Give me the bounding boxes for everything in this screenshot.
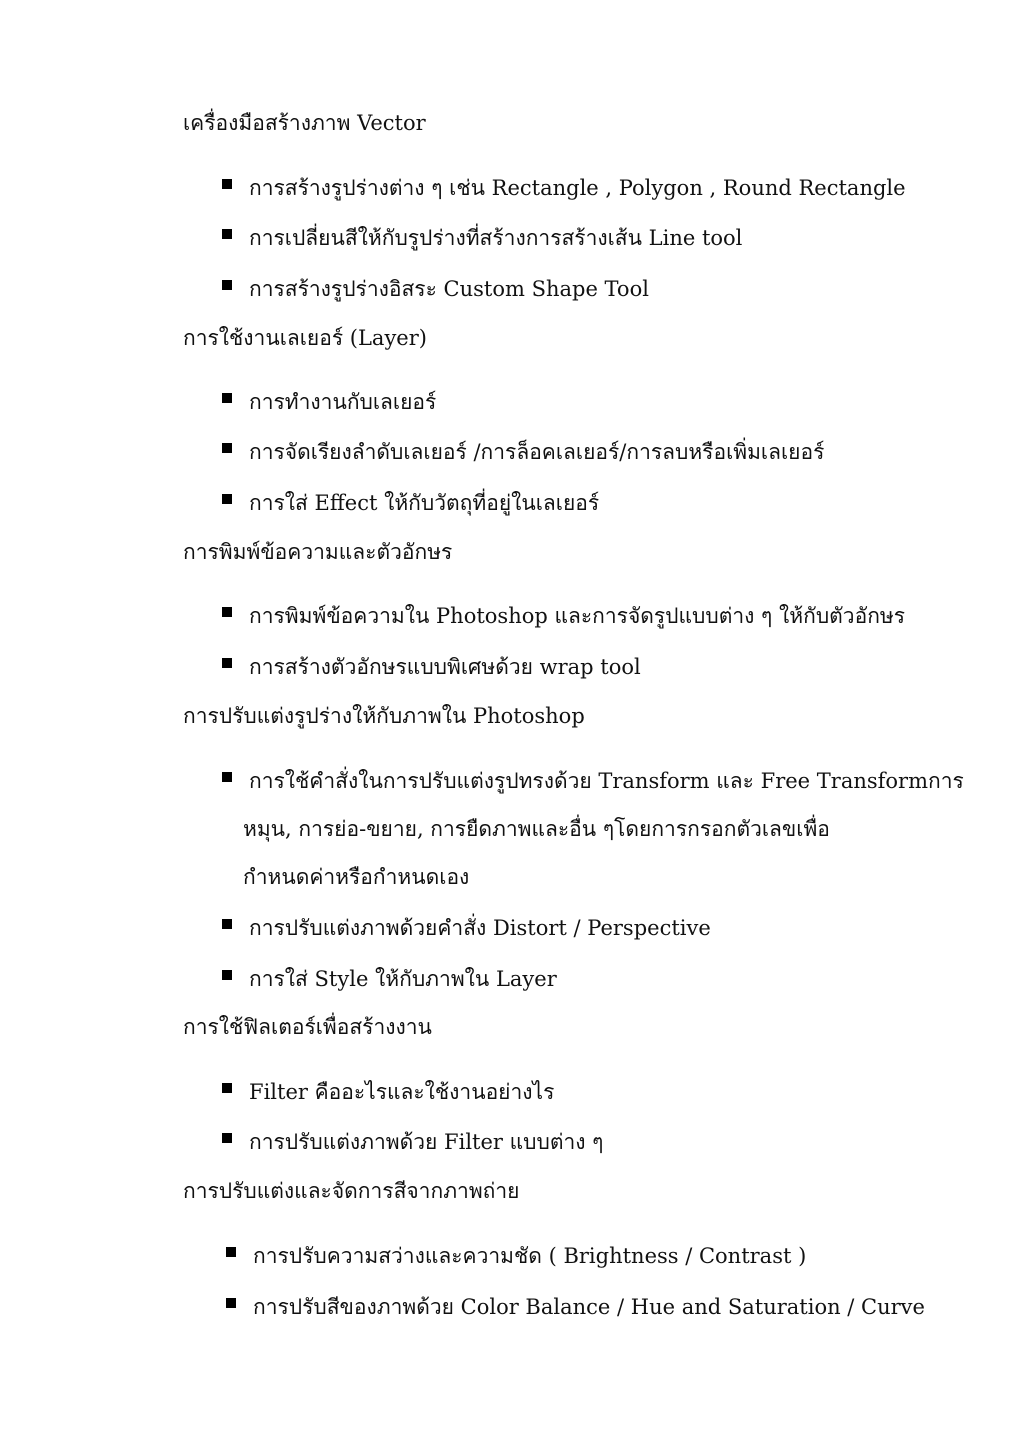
square-bullet-icon bbox=[226, 1298, 236, 1308]
list-item-text: การสร้างรูปร่างอิสระ Custom Shape Tool bbox=[249, 277, 649, 301]
square-bullet-icon bbox=[222, 970, 232, 980]
list-item-text: การปรับแต่งภาพด้วย Filter แบบต่าง ๆ bbox=[249, 1130, 604, 1154]
list-item-continuation: กำหนดค่าหรือกำหนดเอง bbox=[243, 865, 470, 889]
list-item-text: การใส่ Style ให้กับภาพใน Layer bbox=[249, 967, 557, 991]
square-bullet-icon bbox=[222, 772, 232, 782]
square-bullet-icon bbox=[226, 1247, 236, 1257]
square-bullet-icon bbox=[222, 1133, 232, 1143]
list-item bbox=[226, 1241, 806, 1271]
list-item bbox=[222, 766, 964, 796]
square-bullet-icon bbox=[222, 393, 232, 403]
square-bullet-icon bbox=[222, 280, 232, 290]
square-bullet-icon bbox=[222, 607, 232, 617]
list-item-text: การจัดเรียงลำดับเลเยอร์ /การล็อคเลเยอร์/การลบหรือเพิ่มเลเยอร์ bbox=[249, 440, 825, 464]
square-bullet-icon bbox=[222, 443, 232, 453]
list-item bbox=[226, 1292, 925, 1322]
list-item-text: การปรับความสว่างและความชัด ( Brightness / Contrast ) bbox=[253, 1244, 807, 1268]
square-bullet-icon bbox=[222, 179, 232, 189]
list-item bbox=[222, 601, 905, 631]
square-bullet-icon bbox=[222, 494, 232, 504]
list-item-text: การใส่ Effect ให้กับวัตถุที่อยู่ในเลเยอร์ bbox=[249, 491, 600, 515]
square-bullet-icon bbox=[222, 229, 232, 239]
list-item-text: การปรับสีของภาพด้วย Color Balance / Hue and Saturation / Curve bbox=[253, 1295, 925, 1319]
list-item-text: การปรับแต่งภาพด้วยคำสั่ง Distort / Perspective bbox=[249, 916, 711, 940]
list-item bbox=[222, 913, 711, 943]
list-item-text: การสร้างตัวอักษรแบบพิเศษด้วย wrap tool bbox=[249, 655, 641, 679]
list-item bbox=[222, 652, 641, 682]
section-heading-layers: การใช้งานเลเยอร์ (Layer) bbox=[183, 326, 427, 350]
list-item-text: การพิมพ์ข้อความใน Photoshop และการจัดรูปแบบต่าง ๆ ให้กับตัวอักษร bbox=[249, 604, 906, 628]
list-item bbox=[222, 1077, 554, 1107]
section-heading-color-adjust: การปรับแต่งและจัดการสีจากภาพถ่าย bbox=[183, 1179, 520, 1203]
section-heading-filters: การใช้ฟิลเตอร์เพื่อสร้างงาน bbox=[183, 1015, 432, 1039]
list-item-continuation: หมุน, การย่อ-ขยาย, การยืดภาพและอื่น ๆโดยการกรอกตัวเลขเพื่อ bbox=[243, 817, 830, 841]
section-heading-text-typing: การพิมพ์ข้อความและตัวอักษร bbox=[183, 540, 453, 564]
section-heading-vector-tools: เครื่องมือสร้างภาพ Vector bbox=[183, 111, 426, 135]
list-item bbox=[222, 488, 599, 518]
list-item bbox=[222, 274, 649, 304]
list-item bbox=[222, 223, 742, 253]
list-item bbox=[222, 1127, 603, 1157]
square-bullet-icon bbox=[222, 658, 232, 668]
list-item-text: การใช้คำสั่งในการปรับแต่งรูปทรงด้วย Transform และ Free Transformการ bbox=[249, 769, 964, 793]
list-item bbox=[222, 964, 557, 994]
section-heading-transform: การปรับแต่งรูปร่างให้กับภาพใน Photoshop bbox=[183, 704, 585, 728]
list-item bbox=[222, 437, 824, 467]
square-bullet-icon bbox=[222, 919, 232, 929]
list-item-text: Filter คืออะไรและใช้งานอย่างไร bbox=[249, 1080, 555, 1104]
list-item-text: การสร้างรูปร่างต่าง ๆ เช่น Rectangle , Polygon , Round Rectangle bbox=[249, 176, 906, 200]
list-item bbox=[222, 173, 906, 203]
square-bullet-icon bbox=[222, 1083, 232, 1093]
list-item-text: การเปลี่ยนสีให้กับรูปร่างที่สร้างการสร้างเส้น Line tool bbox=[249, 226, 743, 250]
list-item-text: การทำงานกับเลเยอร์ bbox=[249, 390, 437, 414]
list-item bbox=[222, 387, 436, 417]
